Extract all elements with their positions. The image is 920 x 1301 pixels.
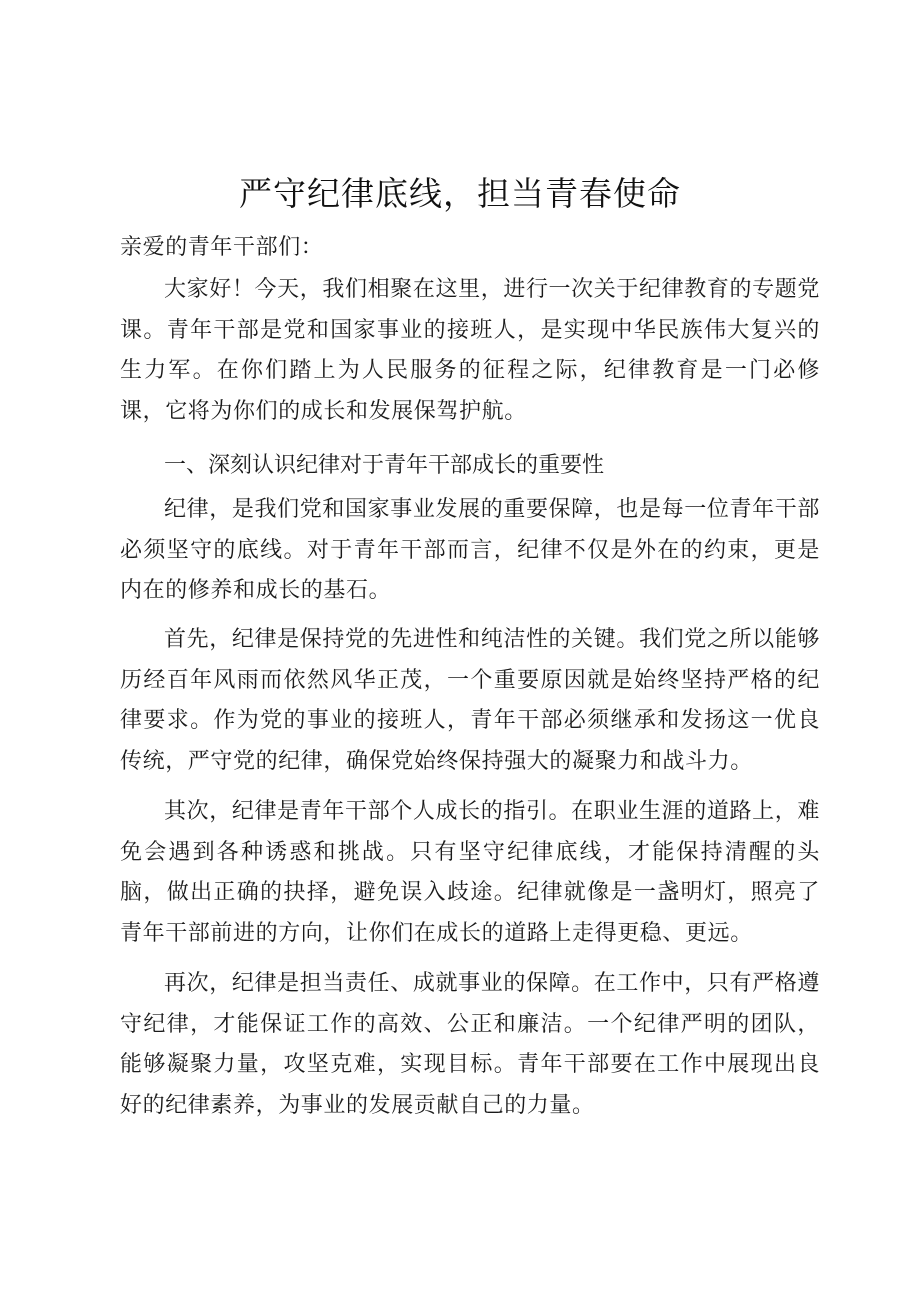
paragraph-intro: 大家好！今天，我们相聚在这里，进行一次关于纪律教育的专题党课。青年干部是党和国家事业的接班人，是实现中华民族伟大复兴的生力军。在你们踏上为人民服务的征程之际，纪律教育是一门必修课，它将为你们的成长和发展保驾护航。 <box>120 277 820 424</box>
paragraph-first-point: 首先，纪律是保持党的先进性和纯洁性的关键。我们党之所以能够历经百年风雨而依然风华正茂，一个重要原因就是始终坚持严格的纪律要求。作为党的事业的接班人，青年干部必须继承和发扬这一优良传统，严守党的纪律，确保党始终保持强大的凝聚力和战斗力。 <box>120 627 820 774</box>
paragraph-third-point: 再次，纪律是担当责任、成就事业的保障。在工作中，只有严格遵守纪律，才能保证工作的高效、公正和廉洁。一个纪律严明的团队，能够凝聚力量，攻坚克难，实现目标。青年干部要在工作中展现出良好的纪律素养，为事业的发展贡献自己的力量。 <box>120 971 820 1118</box>
paragraph-second-point: 其次，纪律是青年干部个人成长的指引。在职业生涯的道路上，难免会遇到各种诱惑和挑战。只有坚守纪律底线，才能保持清醒的头脑，做出正确的抉择，避免误入歧途。纪律就像是一盏明灯，照亮了青年干部前进的方向，让你们在成长的道路上走得更稳、更远。 <box>120 799 820 946</box>
salutation: 亲爱的青年干部们： <box>120 235 324 260</box>
paragraph-discipline-definition: 纪律，是我们党和国家事业发展的重要保障，也是每一位青年干部必须坚守的底线。对于青年干部而言，纪律不仅是外在的约束，更是内在的修养和成长的基石。 <box>120 497 820 603</box>
document-title: 严守纪律底线，担当青春使命 <box>239 174 681 213</box>
section-heading: 一、深刻认识纪律对于青年干部成长的重要性 <box>164 453 605 478</box>
